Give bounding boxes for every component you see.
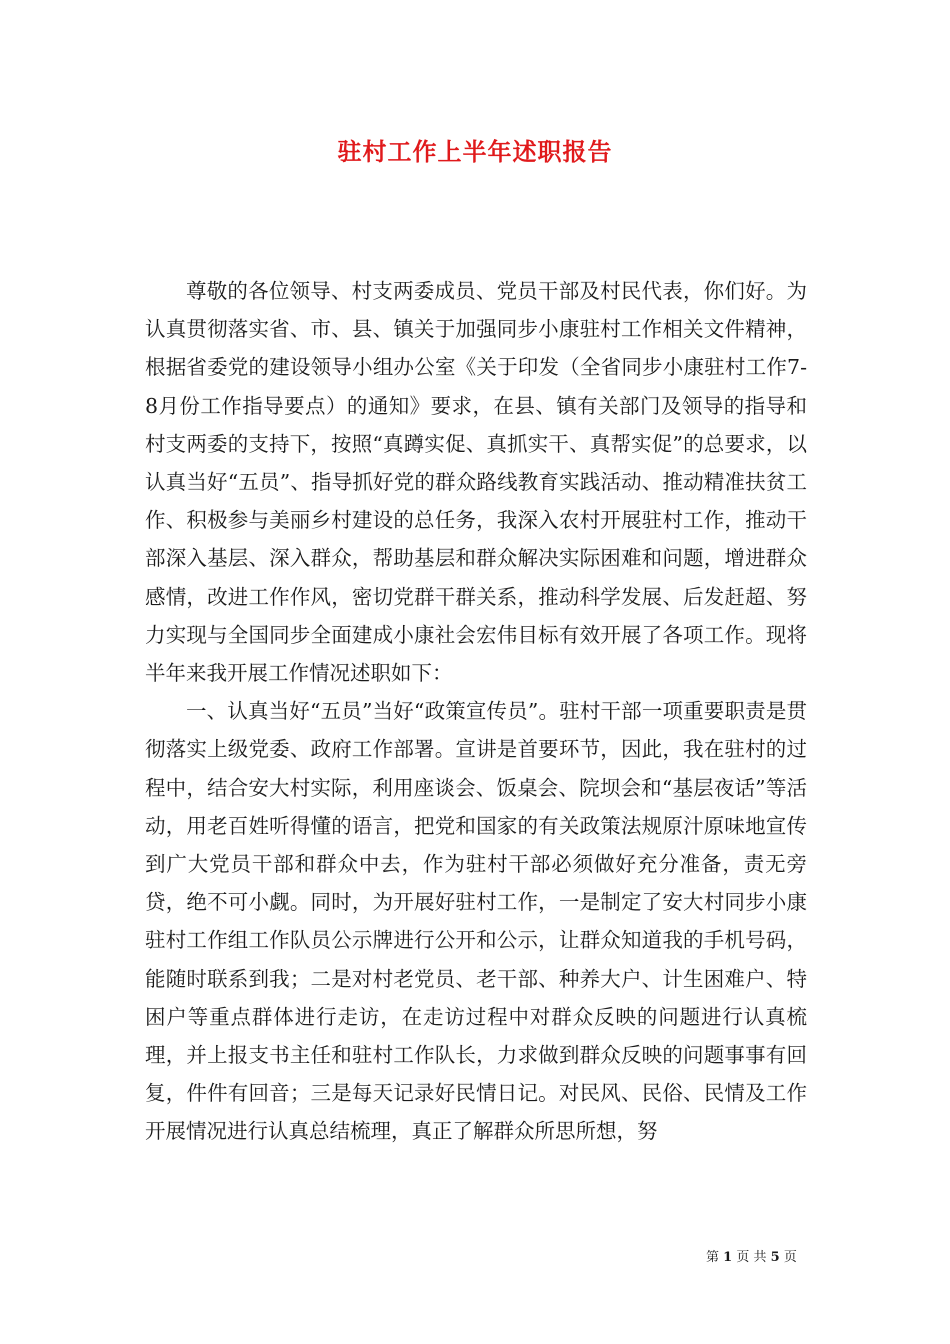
document-body <box>145 272 807 1151</box>
paragraph-intro: 尊敬的各位领导、村支两委成员、党员干部及村民代表，你们好。为认真贯彻落实省、市、县、镇关于加强同步小康驻村工作相关文件精神，根据省委党的建设领导小组办公室《关于印发（全省同步小康驻村工作7-8月份工作指导要点）的通知》要求，在县、镇有关部门及领导的指导和村支两委的支持下，按照“真蹲实促、真抓实干、真帮实促”的总要求，以认真当好“五员”、指导抓好党的群众路线教育实践活动、推动精准扶贫工作、积极参与美丽乡村建设的总任务，我深入农村开展驻村工作，推动干部深入基层、深入群众，帮助基层和群众解决实际困难和问题，增进群众感情，改进工作作风，密切党群干群关系，推动科学发展、后发赶超、努力实现与全国同步全面建成小康社会宏伟目标有效开展了各项工作。现将半年来我开展工作情况述职如下： <box>145 279 807 686</box>
paragraph-section-1: 一、认真当好“五员”当好“政策宣传员”。驻村干部一项重要职责是贯彻落实上级党委、政府工作部署。宣讲是首要环节，因此，我在驻村的过程中，结合安大村实际，利用座谈会、饭桌会、院坝会和“基层夜话”等活动，用老百姓听得懂的语言，把党和国家的有关政策法规原汁原味地宣传到广大党员干部和群众中去，作为驻村干部必须做好充分准备，责无旁贷，绝不可小觑。同时，为开展好驻村工作，一是制定了安大村同步小康驻村工作组工作队员公示牌进行公开和公示，让群众知道我的手机号码，能随时联系到我；二是对村老党员、老干部、种养大户、计生困难户、特困户等重点群体进行走访，在走访过程中对群众反映的问题进行认真梳理，并上报支书主任和驻村工作队长，力求做到群众反映的问题事事有回复，件件有回音；三是每天记录好民情日记。对民风、民俗、民情及工作开展情况进行认真总结梳理，真正了解群众所思所想，努 <box>145 699 807 1144</box>
footer-suffix: 页 <box>783 1250 797 1265</box>
footer-current-page: 1 <box>723 1250 733 1265</box>
footer-middle: 页 共 <box>736 1250 767 1265</box>
page-number-footer <box>706 1246 797 1265</box>
footer-total-pages: 5 <box>770 1250 780 1265</box>
document-title: 驻村工作上半年述职报告 <box>337 137 613 166</box>
footer-prefix: 第 <box>706 1250 720 1265</box>
